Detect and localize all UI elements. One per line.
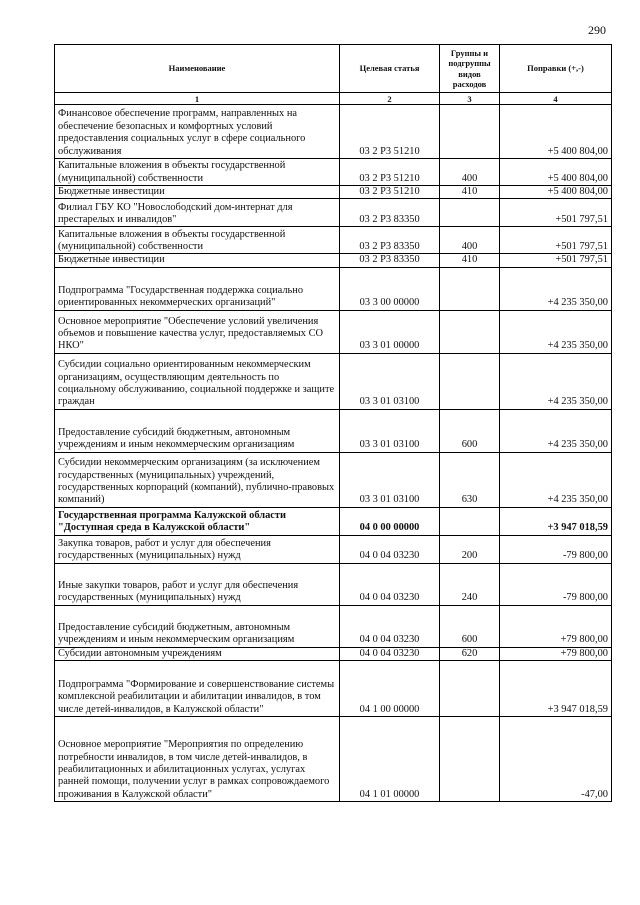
row-expense-group: 400	[440, 227, 500, 254]
row-amendment: +501 797,51	[500, 199, 612, 227]
row-name: Подпрограмма "Формирование и совершенствование системы комплексной реабилитации и абилитации инвалидов, в том числе детей-инвалидов, в Калужской области"	[55, 661, 340, 717]
row-target-article: 03 2 Р3 83350	[340, 199, 440, 227]
row-name: Иные закупки товаров, работ и услуг для обеспечения государственных (муниципальных) нужд	[55, 563, 340, 605]
row-name: Субсидии социально ориентированным некоммерческим организациям, осуществляющим деятельность по социальному обслуживанию, социальной поддержке и защите граждан	[55, 353, 340, 409]
row-expense-group: 630	[440, 452, 500, 507]
table-row	[55, 353, 612, 409]
row-target-article: 03 3 01 03100	[340, 353, 440, 409]
row-expense-group	[440, 661, 500, 717]
row-expense-group	[440, 105, 500, 159]
header-target-article: Целевая статья	[340, 45, 440, 93]
row-target-article: 04 0 04 03230	[340, 605, 440, 647]
budget-table	[54, 44, 612, 802]
row-expense-group	[440, 353, 500, 409]
table-row	[55, 227, 612, 254]
table-row	[55, 717, 612, 802]
row-expense-group: 400	[440, 159, 500, 186]
row-amendment: +3 947 018,59	[500, 507, 612, 535]
row-target-article: 03 2 Р3 83350	[340, 227, 440, 254]
row-name: Основное мероприятие "Обеспечение условий увеличения объемов и повышение качества услуг, предоставляемых СО НКО"	[55, 310, 340, 353]
row-target-article: 04 1 00 00000	[340, 661, 440, 717]
row-name: Закупка товаров, работ и услуг для обеспечения государственных (муниципальных) нужд	[55, 535, 340, 563]
row-expense-group	[440, 267, 500, 310]
row-amendment: -47,00	[500, 717, 612, 802]
row-amendment: +5 400 804,00	[500, 105, 612, 159]
row-expense-group	[440, 717, 500, 802]
table-row	[55, 507, 612, 535]
header-expense-groups: Группы и подгруппы видов расходов	[440, 45, 500, 93]
row-target-article: 03 3 01 03100	[340, 409, 440, 452]
row-expense-group	[440, 507, 500, 535]
row-amendment: +79 800,00	[500, 647, 612, 660]
row-name: Государственная программа Калужской области "Доступная среда в Калужской области"	[55, 507, 340, 535]
row-amendment: +4 235 350,00	[500, 267, 612, 310]
table-row	[55, 186, 612, 199]
row-expense-group	[440, 199, 500, 227]
row-amendment: -79 800,00	[500, 563, 612, 605]
row-name: Субсидии автономным учреждениям	[55, 647, 340, 660]
row-name: Филиал ГБУ КО "Новослободский дом-интернат для престарелых и инвалидов"	[55, 199, 340, 227]
row-target-article: 04 0 04 03230	[340, 647, 440, 660]
row-amendment: +501 797,51	[500, 227, 612, 254]
table-row	[55, 254, 612, 267]
table-header-row	[55, 45, 612, 93]
table-row	[55, 535, 612, 563]
column-number: 4	[500, 93, 612, 105]
row-name: Бюджетные инвестиции	[55, 254, 340, 267]
row-target-article: 03 2 Р3 51210	[340, 105, 440, 159]
row-name: Основное мероприятие "Мероприятия по определению потребности инвалидов, в том числе детей-инвалидов, в реабилитационных и абилитационных услугах, услугах ранней помощи, получении услуг в рамках сопровождаемого проживания в Калужской области"	[55, 717, 340, 802]
row-name: Предоставление субсидий бюджетным, автономным учреждениям и иным некоммерческим организациям	[55, 605, 340, 647]
row-amendment: +501 797,51	[500, 254, 612, 267]
table-row	[55, 199, 612, 227]
row-name: Предоставление субсидий бюджетным, автономным учреждениям и иным некоммерческим организациям	[55, 409, 340, 452]
row-target-article: 03 3 01 00000	[340, 310, 440, 353]
table-row	[55, 267, 612, 310]
row-amendment: +5 400 804,00	[500, 159, 612, 186]
row-expense-group: 600	[440, 409, 500, 452]
table-row	[55, 605, 612, 647]
table-row	[55, 159, 612, 186]
column-number-row	[55, 93, 612, 105]
row-expense-group: 620	[440, 647, 500, 660]
row-target-article: 04 1 01 00000	[340, 717, 440, 802]
row-target-article: 04 0 04 03230	[340, 535, 440, 563]
row-target-article: 03 3 00 00000	[340, 267, 440, 310]
table-row	[55, 661, 612, 717]
row-amendment: -79 800,00	[500, 535, 612, 563]
row-amendment: +4 235 350,00	[500, 452, 612, 507]
column-number: 1	[55, 93, 340, 105]
row-amendment: +4 235 350,00	[500, 409, 612, 452]
row-name: Субсидии некоммерческим организациям (за исключением государственных (муниципальных) учреждений, государственных корпораций (компаний), публично-правовых компаний)	[55, 452, 340, 507]
table-row	[55, 452, 612, 507]
row-name: Капитальные вложения в объекты государственной (муниципальной) собственности	[55, 227, 340, 254]
row-name: Подпрограмма "Государственная поддержка социально ориентированных некоммерческих организаций"	[55, 267, 340, 310]
row-amendment: +4 235 350,00	[500, 353, 612, 409]
row-expense-group: 240	[440, 563, 500, 605]
page-number: 290	[588, 23, 606, 37]
row-name: Бюджетные инвестиции	[55, 186, 340, 199]
row-target-article: 03 2 Р3 83350	[340, 254, 440, 267]
column-number: 2	[340, 93, 440, 105]
row-amendment: +4 235 350,00	[500, 310, 612, 353]
row-expense-group: 200	[440, 535, 500, 563]
row-target-article: 04 0 04 03230	[340, 563, 440, 605]
row-target-article: 04 0 00 00000	[340, 507, 440, 535]
row-amendment: +3 947 018,59	[500, 661, 612, 717]
row-expense-group	[440, 310, 500, 353]
row-expense-group: 410	[440, 254, 500, 267]
table-row	[55, 409, 612, 452]
row-amendment: +5 400 804,00	[500, 186, 612, 199]
row-name: Финансовое обеспечение программ, направленных на обеспечение безопасных и комфортных условий предоставления социальных услуг в сфере социального обслуживания	[55, 105, 340, 159]
row-expense-group: 410	[440, 186, 500, 199]
table-row	[55, 563, 612, 605]
row-name: Капитальные вложения в объекты государственной (муниципальной) собственности	[55, 159, 340, 186]
header-amendments: Поправки (+,-)	[500, 45, 612, 93]
row-target-article: 03 2 Р3 51210	[340, 159, 440, 186]
table-row	[55, 105, 612, 159]
table-row	[55, 310, 612, 353]
column-number: 3	[440, 93, 500, 105]
row-target-article: 03 3 01 03100	[340, 452, 440, 507]
row-amendment: +79 800,00	[500, 605, 612, 647]
row-expense-group: 600	[440, 605, 500, 647]
table-row	[55, 647, 612, 660]
row-target-article: 03 2 Р3 51210	[340, 186, 440, 199]
header-name: Наименование	[55, 45, 340, 93]
